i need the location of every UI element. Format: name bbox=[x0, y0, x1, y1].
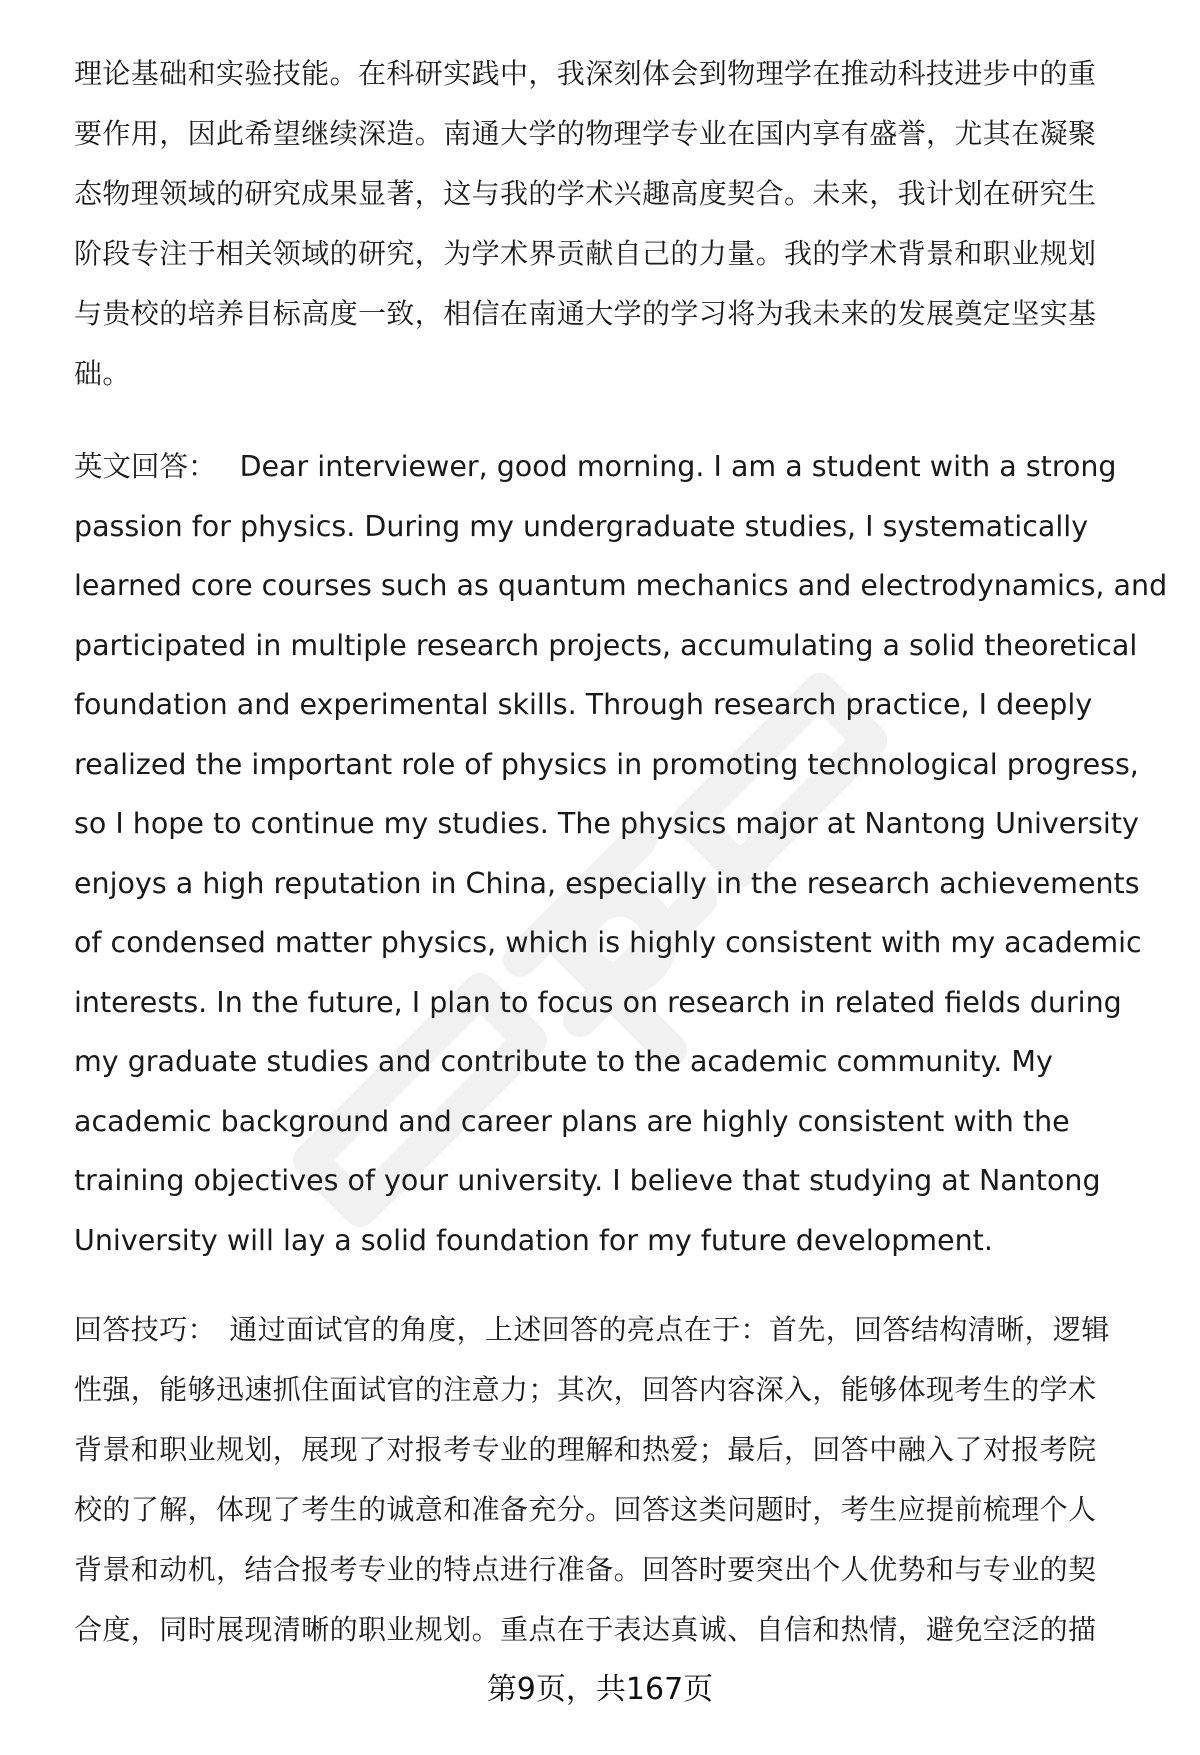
answer-tips-first-line: 通过面试官的角度，上述回答的亮点在于：首先，回答结构清晰，逻辑 bbox=[229, 1313, 1110, 1346]
text-line: interests. In the future, I plan to focus on research in related fields during bbox=[74, 985, 1122, 1019]
text-line: 理论基础和实验技能。在科研实践中，我深刻体会到物理学在推动科技进步中的重 bbox=[74, 57, 1097, 90]
text-line: 合度，同时展现清晰的职业规划。重点在于表达真诚、自信和热情，避免空泛的描 bbox=[74, 1613, 1097, 1646]
text-line: 阶段专注于相关领域的研究，为学术界贡献自己的力量。我的学术背景和职业规划 bbox=[74, 237, 1097, 270]
text-line: 础。 bbox=[74, 357, 131, 390]
text-line: 背景和动机，结合报考专业的特点进行准备。回答时要突出个人优势和与专业的契 bbox=[74, 1553, 1097, 1586]
text-line: 校的了解，体现了考生的诚意和准备充分。回答这类问题时，考生应提前梳理个人 bbox=[74, 1493, 1097, 1526]
text-line: 态物理领域的研究成果显著，这与我的学术兴趣高度契合。未来，我计划在研究生 bbox=[74, 177, 1097, 210]
text-line: 与贵校的培养目标高度一致，相信在南通大学的学习将为我未来的发展奠定坚实基 bbox=[74, 297, 1097, 330]
answer-tips-label: 回答技巧： bbox=[74, 1313, 217, 1346]
text-line: training objectives of your university. I believe that studying at Nantong bbox=[74, 1164, 1101, 1197]
text-line: 背景和职业规划，展现了对报考专业的理解和热爱；最后，回答中融入了对报考院 bbox=[74, 1433, 1097, 1466]
text-line: my graduate studies and contribute to the academic community. My bbox=[74, 1045, 1053, 1078]
text-line: academic background and career plans are highly consistent with the bbox=[74, 1104, 1070, 1138]
page-number: 第9页，共167页 bbox=[486, 1672, 714, 1707]
english-answer-label: 英文回答： bbox=[74, 450, 217, 483]
text-line bbox=[74, 1300, 1156, 1360]
chinese-answer-continued bbox=[74, 44, 1156, 404]
answer-tips-section bbox=[74, 1300, 1156, 1660]
text-line: 要作用，因此希望继续深造。南通大学的物理学专业在国内享有盛誉，尤其在凝聚 bbox=[74, 117, 1097, 150]
text-line: passion for physics. During my undergraduate studies, I systematically bbox=[74, 509, 1089, 543]
text-line: University will lay a solid foundation for my future development. bbox=[74, 1223, 993, 1257]
english-answer-first-line: Dear interviewer, good morning. I am a student with a strong bbox=[239, 450, 1117, 483]
text-line: 性强，能够迅速抓住面试官的注意力；其次，回答内容深入，能够体现考生的学术 bbox=[74, 1373, 1097, 1406]
text-line bbox=[74, 437, 1156, 497]
text-line: enjoys a high reputation in China, especially in the research achievements bbox=[74, 866, 1140, 900]
text-line: participated in multiple research projects, accumulating a solid theoretical bbox=[74, 628, 1138, 662]
text-line: learned core courses such as quantum mechanics and electrodynamics, and bbox=[74, 569, 1168, 602]
text-line: foundation and experimental skills. Through research practice, I deeply bbox=[74, 688, 1093, 721]
text-line: of condensed matter physics, which is highly consistent with my academic bbox=[74, 926, 1142, 959]
text-line: realized the important role of physics in promoting technological progress, bbox=[74, 747, 1139, 781]
english-answer-section bbox=[74, 437, 1168, 1270]
text-line: so I hope to continue my studies. The physics major at Nantong University bbox=[74, 807, 1139, 840]
